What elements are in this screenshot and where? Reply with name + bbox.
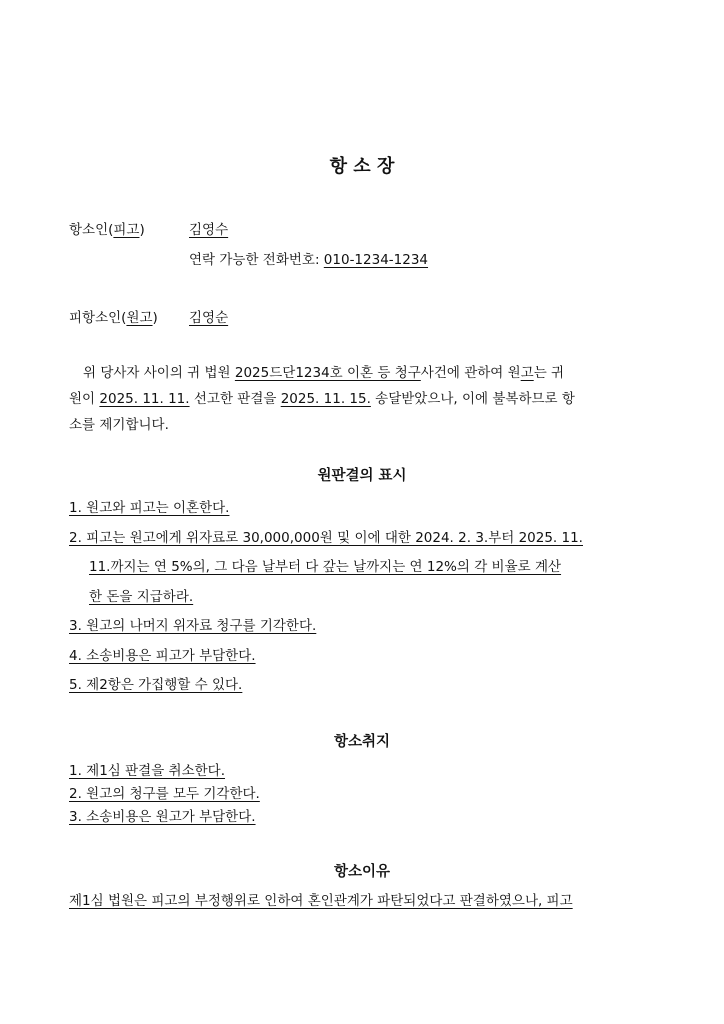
list-item-continuation bbox=[69, 553, 659, 583]
appellant-label-prefix: 항소인( bbox=[69, 222, 114, 238]
intro-text-2a: 원이 bbox=[69, 391, 96, 407]
appellant-row bbox=[69, 218, 228, 238]
appeal-reasons-text: 제1심 법원은 피고의 부정행위로 인하여 혼인관계가 파탄되었다고 판결하였으나, 피고 bbox=[69, 893, 573, 909]
list-item bbox=[69, 612, 659, 642]
appeal-reasons-title: 항소이유 bbox=[333, 864, 391, 880]
intro-text-1a: 위 당사자 사이의 귀 법원 bbox=[83, 365, 231, 381]
appellee-row bbox=[69, 306, 228, 326]
appeal-reasons-body bbox=[69, 890, 659, 913]
purpose-item-1: 1. 제1심 판결을 취소한다. bbox=[69, 763, 226, 779]
document-title: 항 소 장 bbox=[329, 156, 395, 177]
appellee-label-prefix: 피항소인( bbox=[69, 310, 127, 326]
judgment-date: 2025. 11. 11. bbox=[99, 391, 190, 407]
appeal-reasons-text-line bbox=[69, 890, 659, 913]
judgment-item-2-cont-2: 한 돈을 지급하라. bbox=[89, 588, 194, 605]
intro-role: 고 bbox=[520, 365, 534, 381]
appellant-label-suffix: ) bbox=[139, 222, 145, 238]
appellee-role: 원고 bbox=[126, 310, 153, 326]
judgment-item-2: 2. 피고는 원고에게 위자료로 30,000,000원 및 이에 대한 2024. 2. 3.부터 2025. 11. bbox=[69, 529, 583, 546]
appellee-label bbox=[69, 306, 189, 326]
judgment-item-1: 1. 원고와 피고는 이혼한다. bbox=[69, 500, 230, 516]
appellant-role: 피고 bbox=[113, 222, 140, 238]
judgment-item-4: 4. 소송비용은 피고가 부담한다. bbox=[69, 647, 256, 664]
service-date: 2025. 11. 15. bbox=[280, 391, 371, 407]
intro-paragraph bbox=[69, 360, 657, 438]
list-item bbox=[69, 760, 659, 783]
appellee-label-suffix: ) bbox=[152, 310, 158, 326]
original-judgment-title: 원판결의 표시 bbox=[317, 468, 407, 484]
appellee-name: 김영순 bbox=[189, 310, 229, 326]
list-item bbox=[69, 642, 659, 672]
intro-text-1c: 는 귀 bbox=[533, 365, 565, 381]
list-item bbox=[69, 494, 659, 524]
list-item-continuation bbox=[69, 583, 659, 613]
judgment-item-3: 3. 원고의 나머지 위자료 청구를 기각한다. bbox=[69, 618, 317, 634]
intro-line-3: 소를 제기합니다. bbox=[69, 417, 169, 433]
case-number: 2025드단1234호 이혼 등 청구 bbox=[234, 365, 421, 381]
appeal-purpose-title: 항소취지 bbox=[333, 734, 391, 750]
phone-number: 010-1234-1234 bbox=[323, 252, 429, 268]
list-item bbox=[69, 524, 659, 554]
intro-text-1b: 사건에 관하여 원 bbox=[420, 365, 521, 381]
purpose-item-2: 2. 원고의 청구를 모두 기각한다. bbox=[69, 786, 260, 802]
appellant-name: 김영수 bbox=[189, 222, 229, 238]
judgment-item-5: 5. 제2항은 가집행할 수 있다. bbox=[69, 677, 243, 693]
appellant-phone-row bbox=[189, 248, 428, 268]
phone-label: 연락 가능한 전화번호: bbox=[189, 252, 320, 268]
intro-line-2 bbox=[69, 386, 657, 412]
list-item bbox=[69, 806, 659, 829]
list-item bbox=[69, 783, 659, 806]
intro-text-2b: 선고한 판결을 bbox=[193, 391, 277, 407]
appeal-purpose-list bbox=[69, 760, 659, 829]
judgment-item-2-cont-1: 11.까지는 연 5%의, 그 다음 날부터 다 갚는 날까지는 연 12%의 각 비율로 계산 bbox=[89, 559, 562, 575]
intro-line-1 bbox=[69, 360, 657, 386]
list-item bbox=[69, 671, 659, 701]
appellant-label bbox=[69, 218, 189, 238]
intro-text-2c: 송달받았으나, 이에 불복하므로 항 bbox=[375, 391, 575, 407]
original-judgment-list bbox=[69, 494, 659, 701]
purpose-item-3: 3. 소송비용은 원고가 부담한다. bbox=[69, 809, 256, 825]
